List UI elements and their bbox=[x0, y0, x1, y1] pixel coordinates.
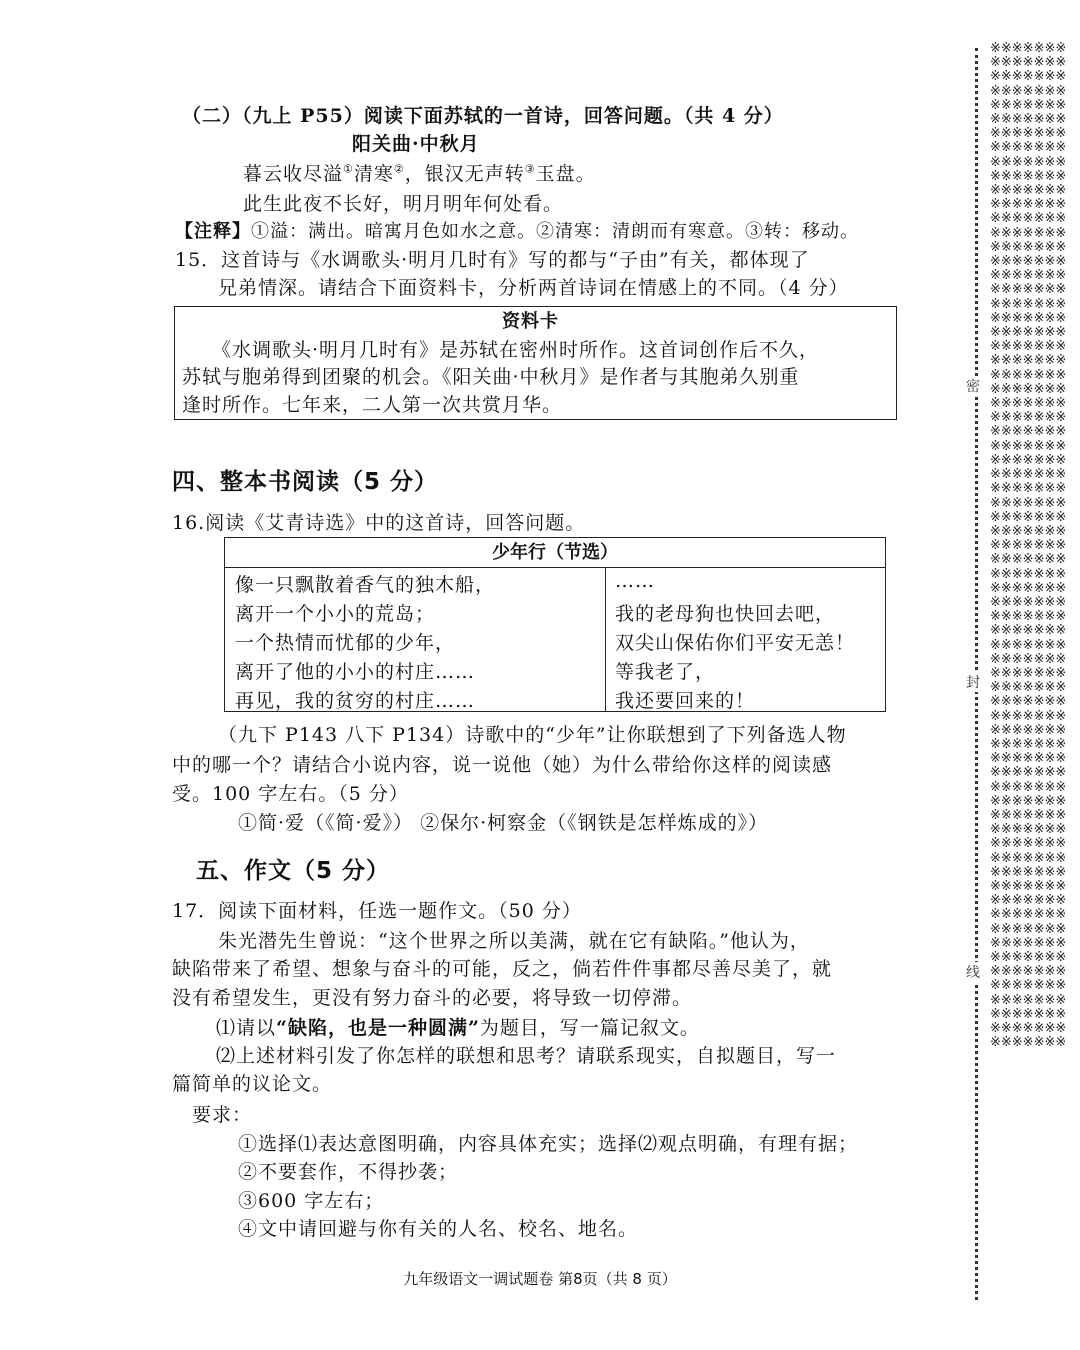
poem-right-column bbox=[605, 567, 885, 711]
requirement-3: ③600 字左右； bbox=[238, 1190, 385, 1212]
poem-right-line: 我的老母狗也快回去吧， bbox=[615, 603, 836, 625]
material-card-title: 资料卡 bbox=[502, 311, 559, 332]
requirement-4: ④文中请回避与你有关的人名、校名、地名。 bbox=[238, 1218, 639, 1240]
section2-intro: （二）（九上 P55）阅读下面苏轼的一首诗，回答问题。（共 4 分） bbox=[182, 105, 784, 127]
requirement-1: ①选择⑴表达意图明确，内容具体充实；选择⑵观点明确，有理有据； bbox=[238, 1133, 859, 1155]
poem-right-line: …… bbox=[615, 570, 655, 592]
question-15-line-2: 兄弟情深。请结合下面资料卡，分析两首诗词在情感上的不同。（4 分） bbox=[218, 277, 849, 299]
question-16-options: ①简·爱（《简·爱》） ②保尔·柯察金（《钢铁是怎样炼成的》） bbox=[238, 812, 769, 834]
poem-line-2: 此生此夜不长好，明月明年何处看。 bbox=[243, 193, 564, 215]
question-16-line-3: 受。100 字左右。（5 分） bbox=[172, 783, 409, 805]
question-16-intro: 16.阅读《艾青诗选》中的这首诗，回答问题。 bbox=[172, 512, 586, 534]
material-card-line-1: 《水调歌头·明月几时有》是苏轼在密州时所作。这首词创作后不久， bbox=[212, 339, 820, 361]
poem-right-line: 双尖山保佑你们平安无恙！ bbox=[615, 632, 856, 654]
cross-pattern: ※※※※※※※※※※※※※※※※※※※※※※※※※※※※※※※※※※※※※※※※※※※※※※※※※※※※※※※※※※※※※※※※※※※※※※※※※※※※※※※※※※※※※※※※※※※※※※※※※※※※※※※※※※※※※※※※※※※※※※※※※※※※※※※※※※※※※※※※※※※※※※※※※※※※※※※※※※※※※※※※※※※※※※※※※※※※※※※※※※※※※※※※※※※※※※※※※※※※※※※※※※※※※※※※※※※※※※※※※※※※※※※※※※※※※※※※※※※※※※※※※※※※※※※※※※※※※※※※※※※※※※※※※※※※※※※※※※※※※※※※※※※※※※※※※※※※※※※※※※※※※※※※※※※※※※※※※※※※※※※※※※※※※※※※※※※※※※※※※※※※※※※※※※※※※※※※※※※※※※※※※※※※※※※※※※※※※※※※※※※※※※※※※※※※※※※※※※※※※※※※※※※※※※※※※※※※※※※※※※※※※※※※※※※※※※※※※※※※※※※※※※※※※※※※※※※※※※※※※※※※※※※※※※※※※※※※※※※※※※※※※※※※※※※※※※※※※※※※※ bbox=[990, 42, 1067, 1051]
requirements-label: 要求： bbox=[192, 1104, 253, 1126]
poem-left-column bbox=[225, 567, 606, 711]
material-card-line-3: 逢时所作。七年来，二人第一次共赏月华。 bbox=[182, 394, 563, 416]
material-paragraph-line-1: 朱光潜先生曾说：“这个世界之所以美满，就在它有缺陷。”他认为， bbox=[218, 930, 810, 952]
poem-left-line: 像一只飘散着香气的独木船， bbox=[235, 574, 496, 596]
section4-heading: 四、整本书阅读（5 分） bbox=[172, 469, 439, 495]
margin-char-line: 线 bbox=[966, 962, 980, 982]
margin-char-sealed: 封 bbox=[966, 672, 980, 692]
requirement-2: ②不要套作，不得抄袭； bbox=[238, 1161, 459, 1183]
question-16-line-2: 中的哪一个？请结合小说内容，说一说他（她）为什么带给你这样的阅读感 bbox=[172, 754, 833, 776]
question-16-line-1: （九下 P143 八下 P134）诗歌中的“少年”让你联想到了下列备选人物 bbox=[218, 724, 847, 746]
material-paragraph-line-2: 缺陷带来了希望、想象与奋斗的可能，反之，倘若件件事都尽善尽美了，就 bbox=[172, 958, 833, 980]
poem-table-title: 少年行（节选） bbox=[225, 538, 885, 568]
poem-right-line: 我还要回来的！ bbox=[615, 690, 756, 712]
poem-right-line: 等我老了， bbox=[615, 661, 716, 683]
poem-left-line: 再见，我的贫穷的村庄…… bbox=[235, 690, 476, 712]
essay-option-2-line-1: ⑵上述材料引发了你怎样的联想和思考？请联系现实，自拟题目，写一 bbox=[216, 1045, 837, 1067]
essay-title: “缺陷，也是一种圆满” bbox=[276, 1017, 480, 1039]
poem-left-line: 离开一个小小的荒岛； bbox=[235, 603, 436, 625]
margin-char-seal: 密 bbox=[966, 376, 980, 396]
annotation bbox=[175, 219, 859, 245]
question-17: 17．阅读下面材料，任选一题作文。（50 分） bbox=[172, 900, 582, 922]
poem-table bbox=[224, 537, 886, 712]
essay-option-2-line-2: 篇简单的议论文。 bbox=[172, 1073, 333, 1095]
poem-left-line: 离开了他的小小的村庄…… bbox=[235, 661, 476, 683]
essay-option-1: ⑴请以“缺陷，也是一种圆满”为题目，写一篇记叙文。 bbox=[216, 1017, 700, 1039]
section5-heading: 五、作文（5 分） bbox=[196, 858, 391, 884]
annotation-text: ①溢：满出。暗寓月色如水之意。②清寒：清朗而有寒意。③转：移动。 bbox=[251, 221, 859, 242]
question-15-line-1: 15．这首诗与《水调歌头·明月几时有》写的都与“子由”有关，都体现了 bbox=[175, 249, 810, 271]
material-card-line-2: 苏轼与胞弟得到团聚的机会。《阳关曲·中秋月》是作者与其胞弟久别重 bbox=[182, 366, 800, 388]
page-footer: 九年级语文一调试题卷 第8页（共 8 页） bbox=[403, 1270, 677, 1288]
material-paragraph-line-3: 没有希望发生，更没有努力奋斗的必要，将导致一切停滞。 bbox=[172, 987, 693, 1009]
poem-left-line: 一个热情而忧郁的少年， bbox=[235, 632, 456, 654]
poem-line-1: 暮云收尽溢①清寒②，银汉无声转③玉盘。 bbox=[243, 162, 596, 185]
poem-title: 阳关曲·中秋月 bbox=[352, 133, 480, 155]
annotation-label: 【注释】 bbox=[175, 221, 251, 242]
